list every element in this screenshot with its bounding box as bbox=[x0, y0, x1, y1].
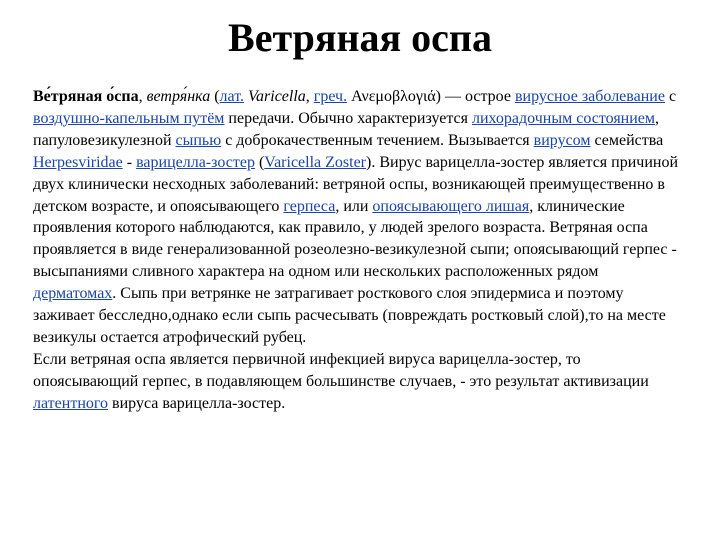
link-greek[interactable]: греч. bbox=[313, 88, 348, 105]
link-herpes[interactable]: герпеса bbox=[283, 197, 336, 215]
text-fragment: ) — острое bbox=[435, 88, 515, 105]
text-fragment: с bbox=[664, 88, 677, 105]
link-airborne[interactable]: воздушно-капельным путём bbox=[33, 109, 225, 127]
link-latin[interactable]: лат. bbox=[219, 88, 245, 105]
link-dermatomes[interactable]: дерматомах bbox=[33, 285, 113, 303]
text-fragment: с доброкачественным течением. Вызывается bbox=[221, 131, 534, 149]
link-fever[interactable]: лихорадочным состоянием bbox=[471, 109, 656, 127]
text-fragment: , или bbox=[335, 197, 373, 215]
paragraph-intro bbox=[33, 86, 683, 349]
text-fragment: ). Вирус варицелла-зостер является причиной двух клинически несходных заболеваний: ветряной оспы, возникающей преимущественно в детском возрасте, и опоясывающего bbox=[33, 153, 679, 215]
text-fragment: , bbox=[305, 88, 314, 105]
text-fragment: Если ветряная оспа является первичной инфекцией вируса варицелла-зостер, то опоясывающий герпес, в подавляющем большинстве случаев, - это результат активизации bbox=[33, 350, 649, 390]
text-fragment: ( bbox=[210, 88, 220, 105]
link-herpesviridae[interactable]: Herpesviridae bbox=[33, 153, 123, 171]
paragraph-conclusion bbox=[33, 349, 683, 415]
link-rash[interactable]: сыпью bbox=[175, 131, 222, 149]
greek-word: Ανεμοβλογιά bbox=[347, 88, 436, 105]
link-virus[interactable]: вирусом bbox=[533, 131, 591, 149]
page-title: Ветряная оспа bbox=[228, 15, 492, 60]
term-name: Ве́тряная о́спа bbox=[33, 88, 139, 105]
text-fragment: , bbox=[138, 88, 147, 105]
article-body bbox=[33, 86, 683, 415]
link-shingles[interactable]: опоясывающего лишая bbox=[372, 197, 530, 215]
text-fragment: вируса варицелла-зостер. bbox=[108, 394, 286, 412]
alt-name: ветря́нка bbox=[146, 88, 211, 105]
link-latent[interactable]: латентного bbox=[33, 394, 109, 412]
text-fragment: - bbox=[122, 153, 137, 171]
text-fragment: , папуловезикулезной bbox=[33, 109, 660, 149]
latin-word: Varicella bbox=[244, 88, 306, 105]
text-fragment: . Сыпь при ветрянке не затрагивает росткового слоя эпидермиса и поэтому заживает бесследно,однако если сыпь расчесывать (повреждать ростковый слой),то на месте везикулы остается атрофический рубец. bbox=[33, 285, 666, 346]
text-fragment: ( bbox=[254, 153, 265, 171]
text-fragment: семейства bbox=[590, 131, 664, 149]
text-fragment: передачи. Обычно характеризуется bbox=[224, 109, 472, 127]
link-viral-disease[interactable]: вирусное заболевание bbox=[514, 88, 665, 105]
text-fragment: , клинические проявления которого наблюдаются, как правило, у людей зрелого возраста. Ветряная оспа проявляется в виде генерализованной розеолезно-везикулезной сыпи; опоясывающий герпес - высыпаниями сливного характера на одном или нескольких расположенных рядом bbox=[33, 197, 677, 281]
link-varicella-zoster-latin[interactable]: Varicella Zoster bbox=[264, 153, 367, 171]
link-varicella-zoster[interactable]: варицелла-зостер bbox=[136, 153, 255, 171]
